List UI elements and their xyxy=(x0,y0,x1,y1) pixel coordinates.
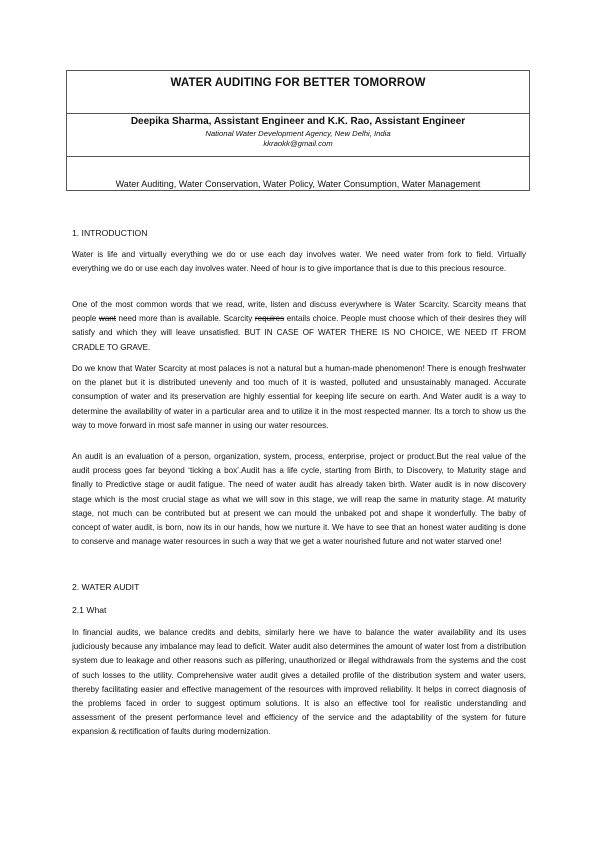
intro-paragraph-1: Water is life and virtually everything we do or use each day involves water. We need water from fork to field. Virtually everything we do or use each day involves water. Need of hour is to give importance that is due to this precious resource. xyxy=(72,250,526,274)
authors: Deepika Sharma, Assistant Engineer and K.K. Rao, Assistant Engineer xyxy=(130,116,466,127)
intro-paragraph-4: An audit is an evaluation of a person, organization, system, process, enterprise, project or product.But the real value of the audit process goes far beyond ‘ticking a box’.Audit has a life cycle, starting from Birth, to Discovery, to Maturity stage and finally to Predictive stage or audit fatigue. The need of water audit has already taken birth. Water audit is in now discovery stage which is the most crucial stage as what we will sow in this stage, we will reap the same in maturity stage. At maturity stage, not much can be contributed but at present we can mould the unbaked pot and shape it wonderfully. The baby of concept of water audit, is born, now its in our hands, how we nurture it. We have to see that an honest water auditing is done to conserve and manage water resources in such a way that we get a water nourished future and not water starved one! xyxy=(72,452,526,547)
intro-paragraph-2-part-a: One of the most common words that we read, write, listen and discuss everywhere is Water Scarcity. Scarcity means that people xyxy=(72,300,526,324)
paper-title: WATER AUDITING FOR BETTER TOMORROW xyxy=(170,76,426,89)
subsection-heading-what: 2.1 What xyxy=(72,605,107,615)
keywords: Water Auditing, Water Conservation, Water Policy, Water Consumption, Water Management xyxy=(115,179,481,189)
intro-paragraph-2-part-c: entails choice. People must choose which of their desires they will satisfy and which they will leave unsatisfied. BUT IN CASE OF WATER THERE IS NO CHOICE, WE NEED IT FROM CRADLE TO GRAVE. xyxy=(72,314,527,352)
paper-header-box xyxy=(66,70,530,191)
struck-word-requires: requires xyxy=(254,314,285,324)
email: kkraokk@gmail.com xyxy=(263,139,333,148)
keywords-cell xyxy=(67,157,529,191)
section-heading-introduction: 1. INTRODUCTION xyxy=(72,228,148,238)
struck-word-want: want xyxy=(98,314,116,324)
author-cell xyxy=(67,113,529,157)
affiliation: National Water Development Agency, New Delhi, India xyxy=(205,129,391,138)
what-paragraph-1: In financial audits, we balance credits and debits, similarly here we have to balance the water availability and its uses judiciously because any imbalance may lead to deficit. Water audit also determines the amount of water lost from a distribution system due to leakage and other reasons such as pilfering, unauthorized or illegal withdrawals from the systems and the cost of such losses to the utility. Comprehensive water audit gives a detailed profile of the distribution system and water users, thereby facilitating easier and effective management of the resources with improved reliability. It helps in correct diagnosis of the problems faced in order to suggest optimum solutions. It is also an effective tool for realistic understanding and assessment of the present performance level and efficiency of the service and the adaptability of the system for future expansion & rectification of faults during modernization. xyxy=(72,628,526,737)
intro-paragraph-2-part-b: need more than is available. Scarcity xyxy=(115,314,255,324)
section-heading-water-audit: 2. WATER AUDIT xyxy=(72,582,140,592)
title-cell xyxy=(67,71,529,114)
intro-paragraph-3: Do we know that Water Scarcity at most palaces is not a natural but a human-made phenomenon! There is enough freshwater on the planet but it is distributed unevenly and too much of it is wasted, polluted and unsustainably managed. Accurate consumption of water and its preservation are highly essential for keeping life secure on earth. And Water audit is a way to determine the availability of water in a particular area and to utilize it in the most respected manner. Its a torch to show us the way to move forward in most safe manner in using our water resources. xyxy=(72,364,526,430)
intro-paragraph-2 xyxy=(72,298,526,355)
